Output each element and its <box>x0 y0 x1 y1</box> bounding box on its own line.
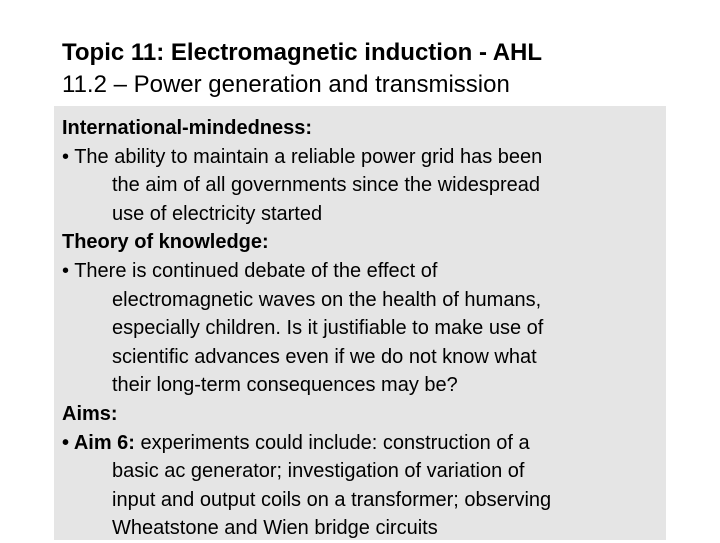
international-bullet-line: use of electricity started <box>112 202 323 225</box>
international-bullet-line: the aim of all governments since the widespread <box>112 174 541 197</box>
tok-bullet-line: scientific advances even if we do not know what <box>112 345 537 368</box>
aim-6-label: • Aim 6: <box>62 431 135 454</box>
slide-title: Topic 11: Electromagnetic induction - AHL <box>62 39 543 66</box>
theory-of-knowledge-heading: Theory of knowledge: <box>62 231 269 254</box>
tok-bullet-line: • There is continued debate of the effect of <box>62 259 438 282</box>
aim-6-text: experiments could include: construction of a <box>134 431 530 454</box>
tok-bullet-line: especially children. Is it justifiable to make use of <box>112 317 544 340</box>
aims-bullet-line <box>62 429 662 458</box>
aims-bullet-line: input and output coils on a transformer; observing <box>112 488 552 511</box>
slide-header <box>62 37 702 101</box>
aims-heading: Aims: <box>62 402 118 425</box>
tok-bullet-line: electromagnetic waves on the health of humans, <box>112 288 542 311</box>
slide-content <box>62 114 662 543</box>
international-bullet-line: • The ability to maintain a reliable power grid has been <box>62 145 543 168</box>
tok-bullet-line: their long-term consequences may be? <box>112 374 458 397</box>
aims-bullet-line: basic ac generator; investigation of variation of <box>112 460 525 483</box>
aims-bullet-line: Wheatstone and Wien bridge circuits <box>112 517 438 540</box>
slide-subtitle: 11.2 – Power generation and transmission <box>62 71 510 98</box>
international-mindedness-heading: International-mindedness: <box>62 117 313 139</box>
